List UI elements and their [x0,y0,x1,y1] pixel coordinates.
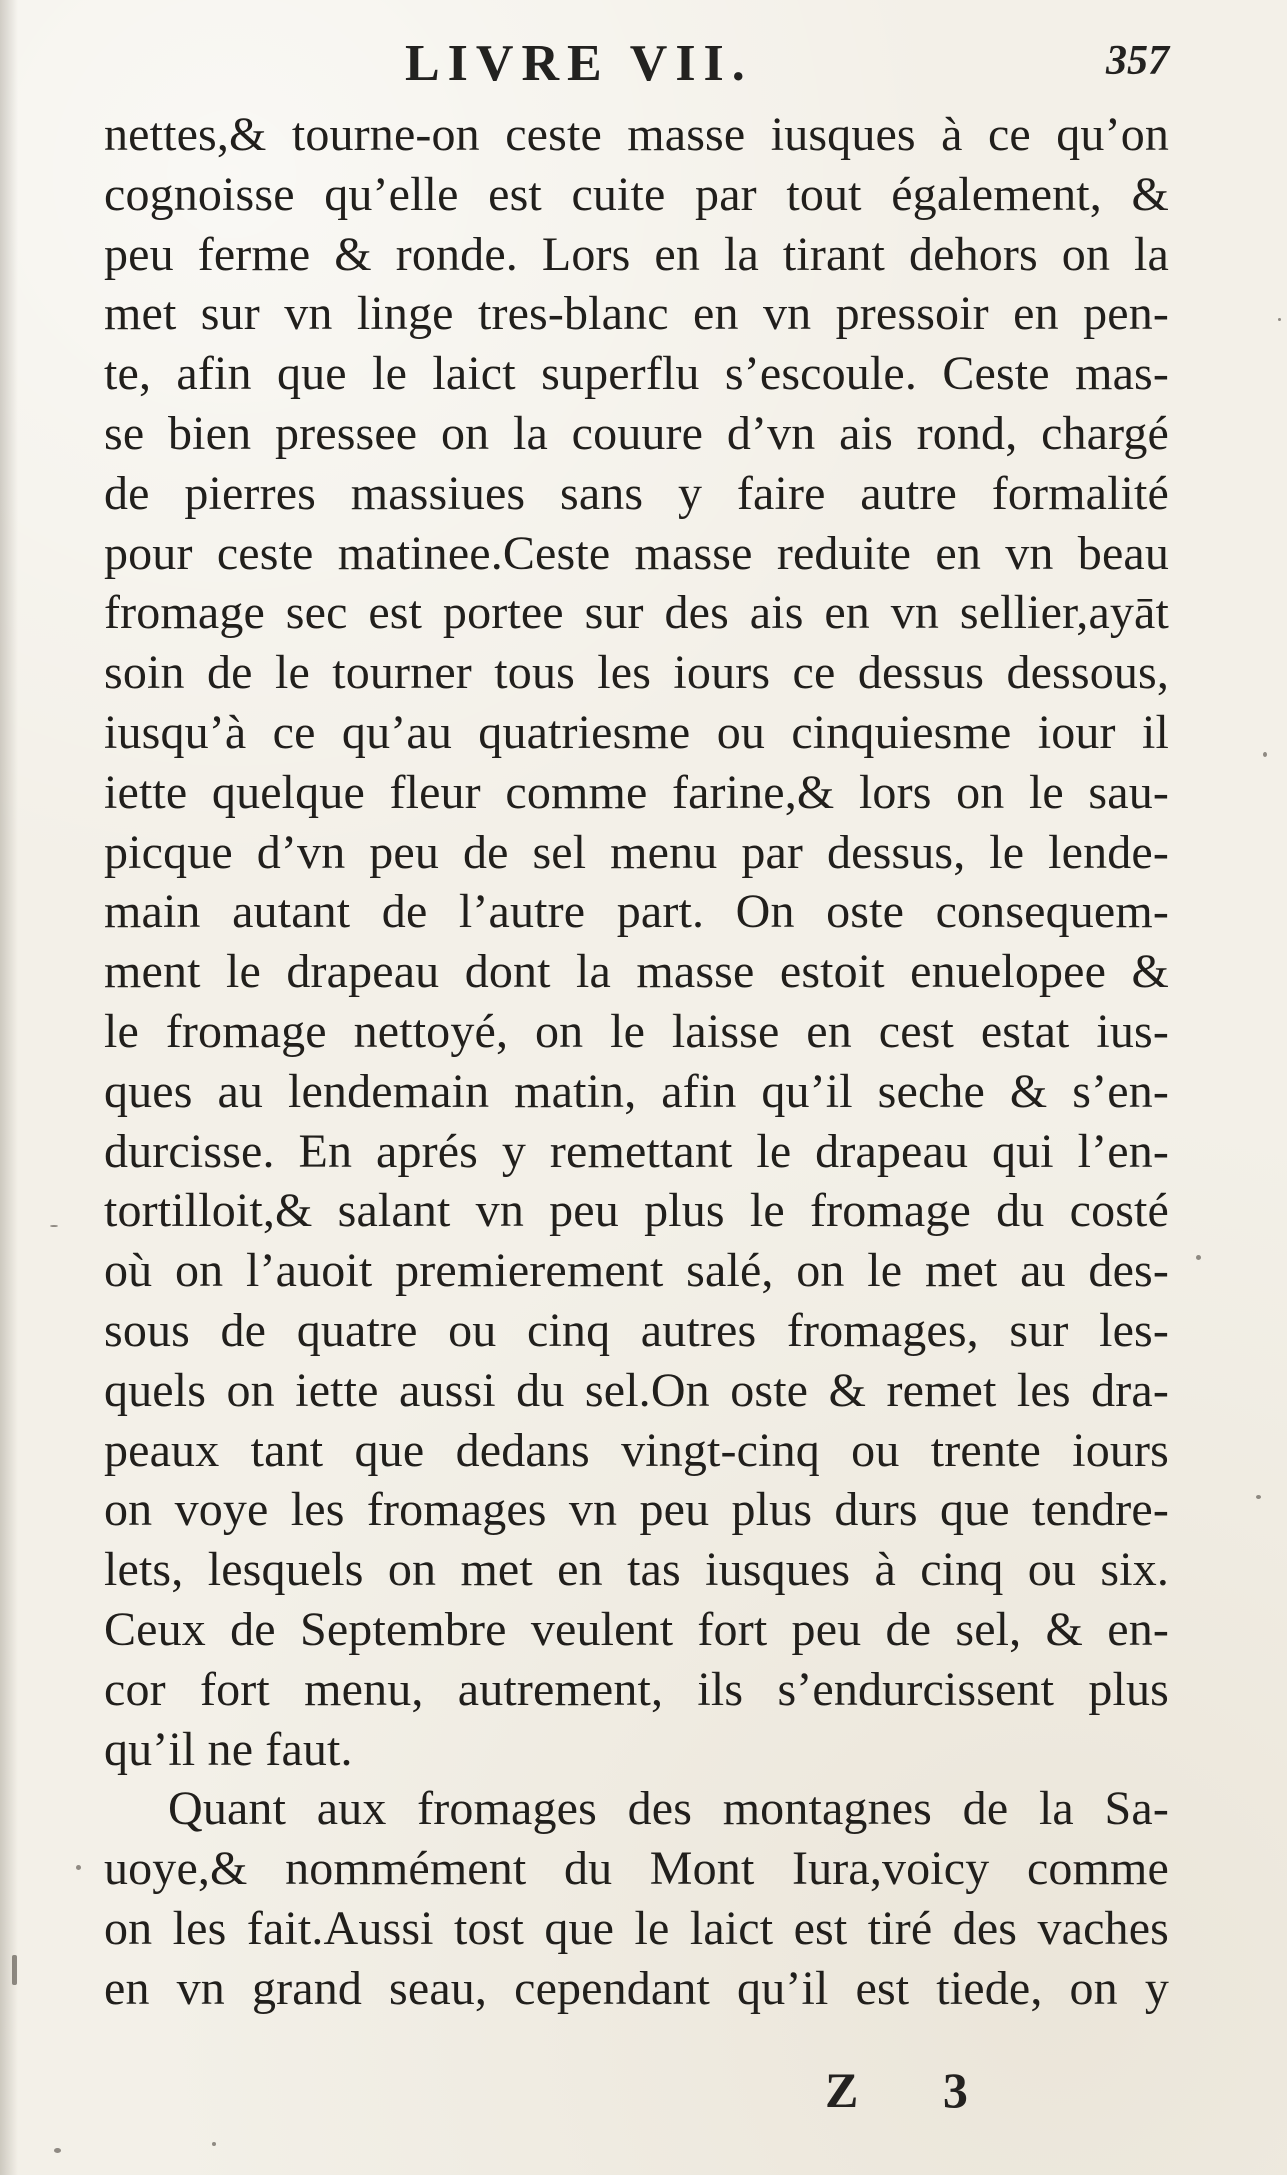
page-footer [0,2062,1287,2135]
paragraph-start-line: Quant aux fromages des montagnes de la Sa- [168,1782,1169,1836]
text-line: met sur vn linge tres-blanc en vn pressoir en pen- [104,287,1169,341]
text-line: en vn grand seau, cependant qu’il est tiede, on y [104,1961,1169,2015]
paper-speck [1196,1255,1201,1260]
text-line: le fromage nettoyé, on le laisse en cest estat ius- [104,1004,1169,1058]
text-line: cor fort menu, autrement, ils s’endurcissent plus [104,1662,1169,1716]
page-header [0,28,1287,98]
text-line: durcisse. En aprés y remettant le drapeau qui l’en- [104,1124,1169,1178]
text-line: se bien pressee on la couure d’vn ais rond, chargé [104,406,1169,460]
running-head: LIVRE VII. [405,35,753,92]
paper-speck [1263,752,1267,757]
paper-speck [212,2142,216,2146]
page-number: 357 [1106,38,1169,84]
signature-mark: Z 3 [825,2062,1004,2118]
text-line: on les fait.Aussi tost que le laict est tiré des vaches [104,1901,1169,1955]
text-line: main autant de l’autre part. On oste consequem- [104,885,1169,939]
text-line: te, afin que le laict superflu s’escoule. Ceste mas- [104,347,1169,401]
text-line: tortilloit,& salant vn peu plus le fromage du costé [104,1184,1169,1238]
paper-speck [54,2148,61,2153]
paper-speck [12,1955,17,1985]
text-line: pour ceste matinee.Ceste masse reduite en vn beau [104,526,1169,580]
text-line: iette quelque fleur comme farine,& lors on le sau- [104,765,1169,819]
text-line: de pierres massiues sans y faire autre formalité [104,466,1169,520]
text-line: ques au lendemain matin, afin qu’il seche & s’en- [104,1064,1169,1118]
text-line: iusqu’à ce qu’au quatriesme ou cinquiesme iour il [104,705,1169,759]
text-line: peu ferme & ronde. Lors en la tirant dehors on la [104,227,1169,281]
text-line: sous de quatre ou cinq autres fromages, sur les- [104,1303,1169,1357]
text-line: peaux tant que dedans vingt-cinq ou trente iours [104,1423,1169,1477]
paper-speck [50,1225,58,1227]
paper-speck [1256,1495,1261,1499]
text-line: où on l’auoit premierement salé, on le met au des- [104,1244,1169,1298]
text-line: qu’il ne faut. [104,1722,353,1776]
text-line: ment le drapeau dont la masse estoit enuelopee & [104,945,1169,999]
text-line: on voye les fromages vn peu plus durs que tendre- [104,1483,1169,1537]
paper-speck [76,1865,81,1870]
text-line: soin de le tourner tous les iours ce dessus dessous, [104,646,1169,700]
text-line: picque d’vn peu de sel menu par dessus, le lende- [104,825,1169,879]
paper-speck [1278,318,1281,321]
text-line: Ceux de Septembre veulent fort peu de sel, & en- [104,1602,1169,1656]
text-line: uoye,& nommément du Mont Iura,voicy comme [104,1842,1169,1896]
body-text [104,105,1169,2019]
text-line: cognoisse qu’elle est cuite par tout également, & [104,167,1169,221]
text-line: nettes,& tourne-on ceste masse iusques à ce qu’on [104,108,1169,161]
text-line: lets, lesquels on met en tas iusques à cinq ou six. [104,1543,1169,1597]
text-line: fromage sec est portee sur des ais en vn sellier,ayāt [104,586,1169,640]
text-line: quels on iette aussi du sel.On oste & remet les dra- [104,1363,1169,1417]
